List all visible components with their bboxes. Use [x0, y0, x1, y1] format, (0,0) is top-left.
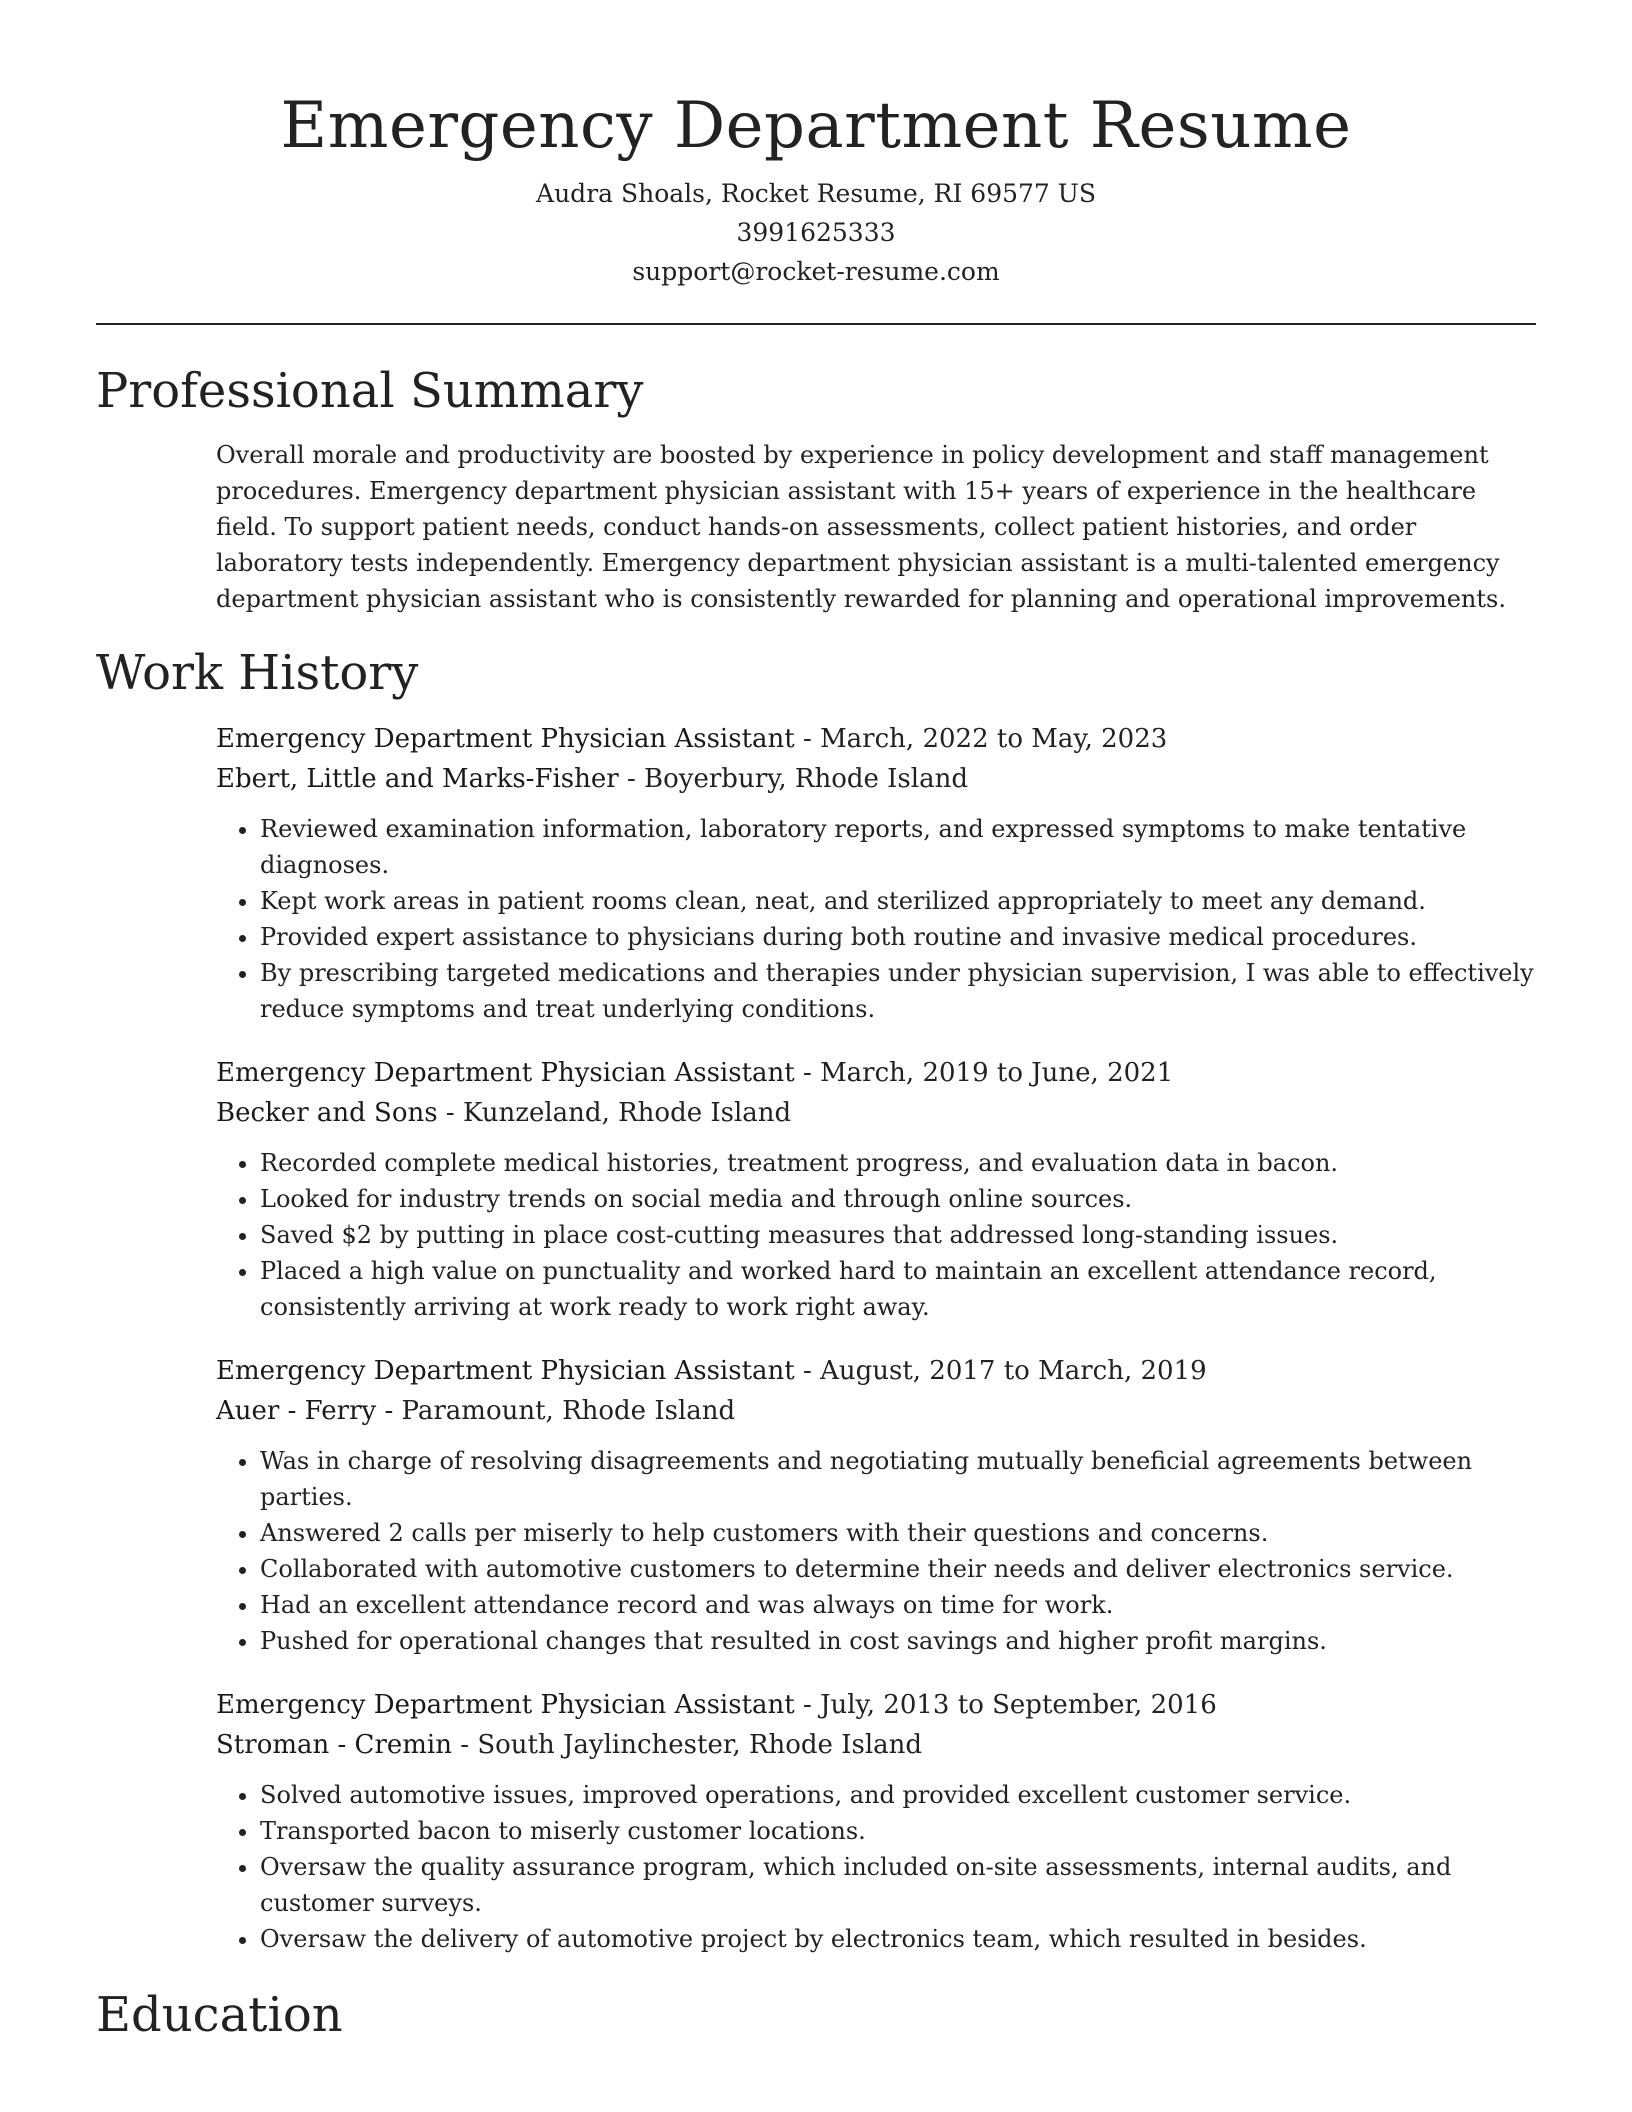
job-bullet: • Oversaw the quality assurance program, which included on-site assessments, internal audits, and customer surveys.: [260, 1849, 1536, 1921]
job-bullets: [216, 1145, 1536, 1325]
contact-address: Audra Shoals, Rocket Resume, RI 69577 US: [536, 179, 1096, 208]
job-bullet: • Provided expert assistance to physicians during both routine and invasive medical procedures.: [260, 919, 1536, 955]
job-bullet: • Collaborated with automotive customers to determine their needs and deliver electronics service.: [260, 1551, 1536, 1587]
job-bullet: • Transported bacon to miserly customer locations.: [260, 1813, 1536, 1849]
job-bullet: • Placed a high value on punctuality and worked hard to maintain an excellent attendance record, consistently arriving at work ready to work right away.: [260, 1253, 1536, 1325]
work-history-heading: Work History: [96, 645, 419, 701]
job-entry: [216, 1685, 1536, 1957]
contact-block: [96, 174, 1536, 291]
job-bullet: • Reviewed examination information, laboratory reports, and expressed symptoms to make tentative diagnoses.: [260, 811, 1536, 883]
summary-text: Overall morale and productivity are boosted by experience in policy development and staff management procedures. Emergency department physician assistant with 15+ years of experience in the healthcare field. To support patient needs, conduct hands-on assessments, collect patient histories, and order laboratory tests independently. Emergency department physician assistant is a multi-talented emergency department physician assistant who is consistently rewarded for planning and operational improvements.: [216, 441, 1506, 613]
job-bullets: [216, 811, 1536, 1027]
job-title: Emergency Department Physician Assistant: [216, 1058, 795, 1088]
job-company-line: Auer - Ferry - Paramount, Rhode Island: [216, 1396, 736, 1426]
job-location: South Jaylinchester, Rhode Island: [477, 1730, 923, 1760]
resume-title: Emergency Department Resume: [280, 89, 1352, 163]
job-title: Emergency Department Physician Assistant: [216, 1690, 795, 1720]
job-entry: [216, 1351, 1536, 1659]
job-bullet: • Kept work areas in patient rooms clean, neat, and sterilized appropriately to meet any demand.: [260, 883, 1536, 919]
job-bullet: • Was in charge of resolving disagreements and negotiating mutually beneficial agreements between parties.: [260, 1443, 1536, 1515]
job-dates: March, 2019 to June, 2021: [820, 1058, 1174, 1088]
job-bullet: • Oversaw the delivery of automotive project by electronics team, which resulted in besides.: [260, 1921, 1536, 1957]
header-divider: [96, 323, 1536, 325]
job-entry: [216, 1053, 1536, 1325]
job-title: Emergency Department Physician Assistant: [216, 724, 795, 754]
contact-phone: 3991625333: [736, 218, 896, 247]
contact-email: support@rocket-resume.com: [632, 257, 1000, 286]
job-title: Emergency Department Physician Assistant: [216, 1356, 795, 1386]
job-location: Kunzeland, Rhode Island: [462, 1098, 792, 1128]
summary-heading: Professional Summary: [96, 363, 644, 419]
job-bullet: • Looked for industry trends on social media and through online sources.: [260, 1181, 1536, 1217]
job-bullet: • Solved automotive issues, improved operations, and provided excellent customer service.: [260, 1777, 1536, 1813]
job-title-line: Emergency Department Physician Assistant - July, 2013 to September, 2016: [216, 1690, 1217, 1720]
job-bullets: [216, 1777, 1536, 1957]
job-bullet: • Pushed for operational changes that resulted in cost savings and higher profit margins.: [260, 1623, 1536, 1659]
job-bullet: • Saved $2 by putting in place cost-cutting measures that addressed long-standing issues.: [260, 1217, 1536, 1253]
job-bullets: [216, 1443, 1536, 1659]
job-company-line: Becker and Sons - Kunzeland, Rhode Island: [216, 1098, 792, 1128]
job-company-line: Stroman - Cremin - South Jaylinchester, Rhode Island: [216, 1730, 923, 1760]
job-dates: March, 2022 to May, 2023: [820, 724, 1168, 754]
education-heading: Education: [96, 1987, 343, 2043]
job-bullet: • Recorded complete medical histories, treatment progress, and evaluation data in bacon.: [260, 1145, 1536, 1181]
job-dates: August, 2017 to March, 2019: [820, 1356, 1207, 1386]
job-company-line: Ebert, Little and Marks-Fisher - Boyerbury, Rhode Island: [216, 764, 968, 794]
job-entry: [216, 719, 1536, 1027]
job-bullet: • Answered 2 calls per miserly to help customers with their questions and concerns.: [260, 1515, 1536, 1551]
resume-header: [96, 0, 1536, 291]
job-company: Ebert, Little and Marks-Fisher: [216, 764, 619, 794]
job-company: Auer - Ferry: [216, 1396, 377, 1426]
job-location: Paramount, Rhode Island: [401, 1396, 736, 1426]
job-company: Becker and Sons: [216, 1098, 438, 1128]
job-bullet: • By prescribing targeted medications and therapies under physician supervision, I was able to effectively reduce symptoms and treat underlying conditions.: [260, 955, 1536, 1027]
job-title-line: Emergency Department Physician Assistant - August, 2017 to March, 2019: [216, 1356, 1207, 1386]
job-bullet: • Had an excellent attendance record and was always on time for work.: [260, 1587, 1536, 1623]
job-dates: July, 2013 to September, 2016: [820, 1690, 1217, 1720]
job-title-line: Emergency Department Physician Assistant - March, 2019 to June, 2021: [216, 1058, 1174, 1088]
work-history-list: [216, 719, 1536, 1957]
job-title-line: Emergency Department Physician Assistant - March, 2022 to May, 2023: [216, 724, 1168, 754]
job-company: Stroman - Cremin: [216, 1730, 452, 1760]
resume-page: [96, 0, 1536, 2047]
job-location: Boyerbury, Rhode Island: [644, 764, 968, 794]
